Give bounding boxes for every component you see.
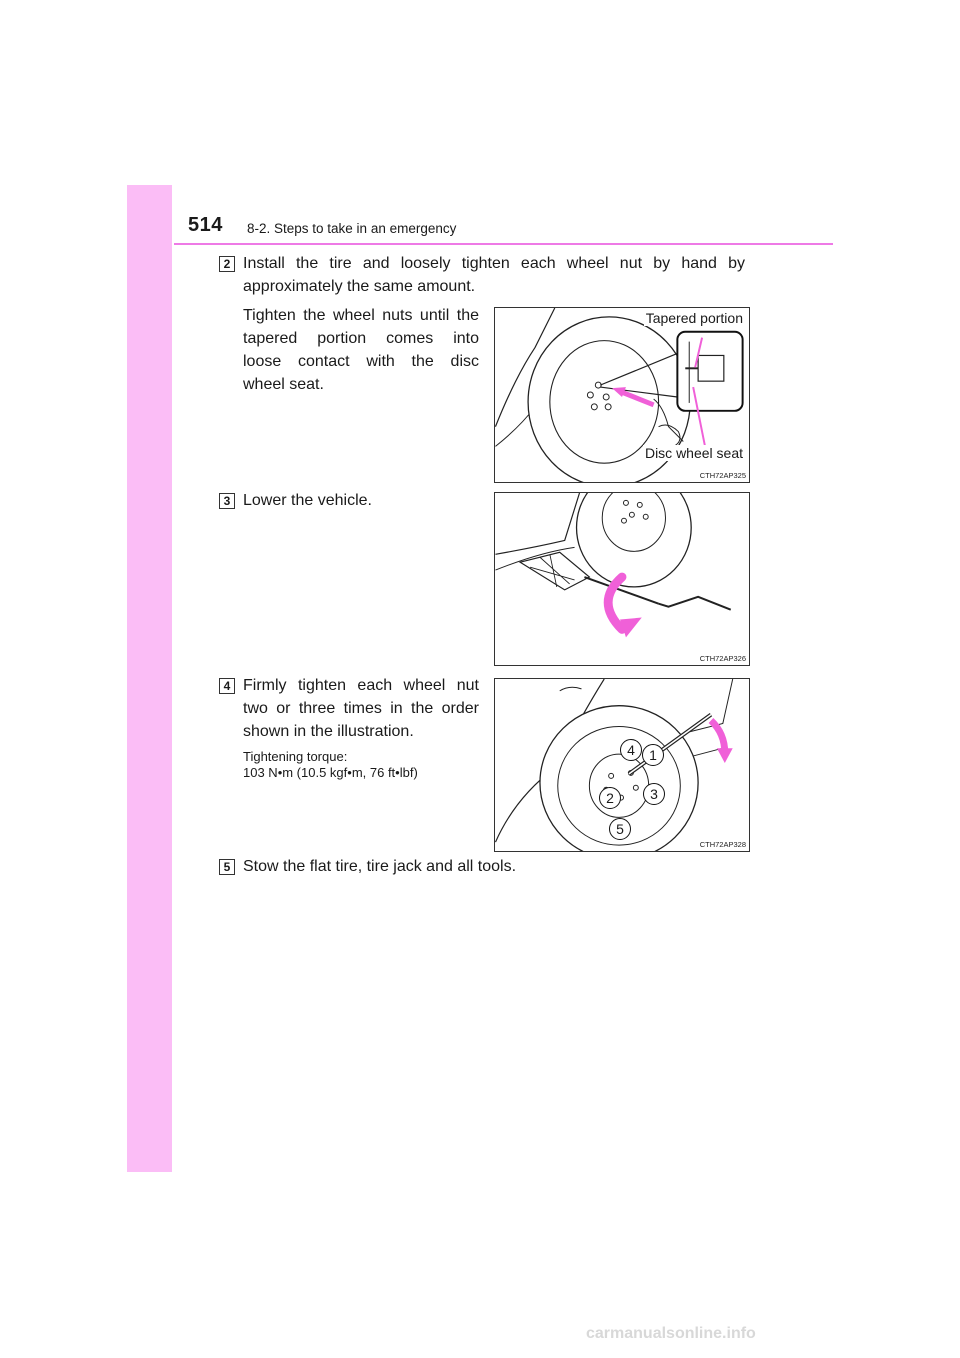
chapter-tab-sidebar	[127, 185, 172, 1172]
step-2-sub-line4: wheel seat.	[243, 376, 324, 393]
figure-code: CTH72AP328	[699, 840, 746, 849]
step-2-sub-line3: loose contact with the disc	[243, 353, 479, 370]
section-title: 8-2. Steps to take in an emergency	[247, 221, 457, 236]
page-number: 514	[188, 214, 223, 236]
order-marker-2: 2	[599, 787, 621, 809]
jack-illustration	[495, 493, 749, 665]
order-marker-3: 3	[643, 783, 665, 805]
order-marker-4: 4	[620, 739, 642, 761]
step-2-text-line1: Install the tire and loosely tighten each wheel nut by hand by	[243, 255, 745, 272]
step-4-text-line1: Firmly tighten each wheel nut	[243, 677, 479, 694]
step-5-text: Stow the flat tire, tire jack and all tools.	[243, 858, 517, 875]
figure-wheel-nut-detail	[494, 307, 750, 483]
step-2-sub-line2: tapered portion comes into	[243, 330, 479, 347]
step-4-text-line3: shown in the illustration.	[243, 723, 414, 740]
figure-code: CTH72AP326	[699, 654, 746, 663]
figure-tightening-order	[494, 678, 750, 852]
header-rule	[174, 243, 833, 245]
step-2-text-line2: approximately the same amount.	[243, 278, 476, 295]
torque-label: Tightening torque:	[243, 749, 348, 764]
step-3-text: Lower the vehicle.	[243, 492, 372, 509]
watermark: carmanualsonline.info	[586, 1325, 756, 1342]
order-marker-5: 5	[609, 818, 631, 840]
callout-tapered-portion: Tapered portion	[645, 310, 743, 326]
order-marker-1: 1	[642, 744, 664, 766]
figure-lower-vehicle	[494, 492, 750, 666]
step-number-5: 5	[219, 859, 235, 875]
step-4-text-line2: two or three times in the order	[243, 700, 479, 717]
step-2-sub-line1: Tighten the wheel nuts until the	[243, 307, 479, 324]
step-number-3: 3	[219, 493, 235, 509]
step-number-2: 2	[219, 256, 235, 272]
callout-disc-wheel-seat: Disc wheel seat	[644, 445, 743, 461]
figure-code: CTH72AP325	[699, 471, 746, 480]
step-number-4: 4	[219, 678, 235, 694]
torque-value: 103 N•m (10.5 kgf•m, 76 ft•lbf)	[243, 765, 418, 780]
